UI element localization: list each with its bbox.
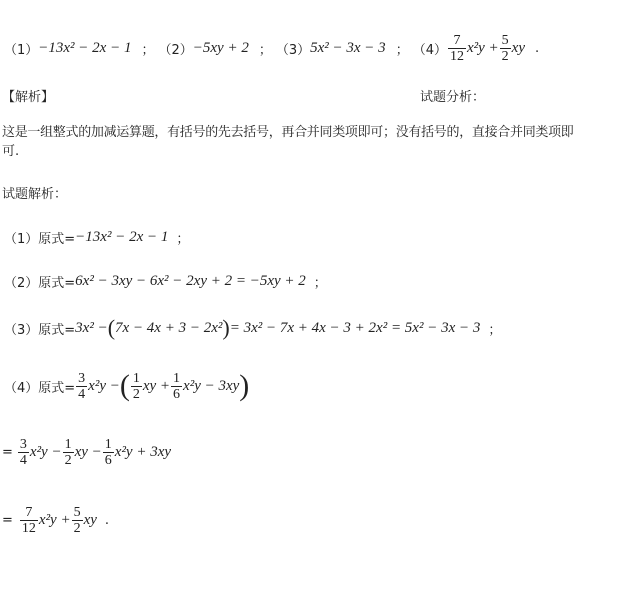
step-4-line-2 — [2, 432, 171, 472]
semicolon: ； — [176, 232, 190, 247]
step-2-expression: 6x² − 3xy − 6x² − 2xy + 2 = −5xy + 2 — [75, 273, 306, 289]
answer-1-expression: −13x² − 2x − 1 — [38, 39, 132, 56]
answer-3-label: （3） — [275, 42, 311, 58]
answer-4-term-1: x²y + — [466, 39, 499, 56]
fraction: $\frac{1}{6}$ — [104, 436, 112, 468]
step-4-term-3: x²y − 3xy — [183, 377, 240, 394]
period: . — [535, 40, 540, 56]
step-4-line-3-term-1: x²y + — [38, 511, 71, 528]
semicolon: ； — [313, 276, 327, 291]
separator: ； — [141, 42, 155, 58]
fraction: $\frac{5}{2}$ — [73, 504, 81, 536]
answer-4-term-2: xy — [511, 39, 525, 56]
answer-line — [4, 28, 539, 68]
step-4-line-2-term-2: xy − — [74, 443, 102, 460]
answer-3-expression: 5x² − 3x − 3 — [310, 39, 386, 56]
step-4-line-3-term-2: xy — [83, 511, 97, 528]
step-4-line-1 — [4, 366, 249, 406]
answer-2-expression: −5xy + 2 — [192, 39, 249, 56]
step-2-label: （2）原式= — [4, 276, 76, 291]
open-parenthesis: ( — [119, 369, 130, 402]
step-4-label: （4）原式= — [4, 380, 76, 396]
close-parenthesis: ) — [239, 369, 250, 402]
period: . — [104, 512, 110, 528]
step-4-term-1: x²y − — [88, 377, 120, 394]
fraction: $\frac{7}{12}$ — [21, 504, 36, 536]
fraction: $\frac{1}{6}$ — [173, 370, 181, 402]
analysis-text-line-2: 可. — [2, 144, 20, 159]
separator: ； — [395, 42, 409, 58]
step-4-line-3 — [2, 500, 109, 540]
step-3-expression-a: 3x² − — [75, 319, 108, 336]
semicolon: ； — [488, 322, 502, 338]
step-2 — [4, 272, 327, 291]
fraction: $\frac{1}{2}$ — [64, 436, 72, 468]
fraction: $\frac{7}{12}$ — [449, 32, 464, 64]
step-4-line-2-term-3: x²y + 3xy — [114, 443, 172, 460]
step-3-label: （3）原式= — [4, 322, 76, 338]
step-1-label: （1）原式= — [4, 232, 76, 247]
fraction: $\frac{3}{4}$ — [78, 370, 86, 402]
open-parenthesis: ( — [107, 315, 116, 340]
step-1-expression: −13x² − 2x − 1 — [75, 229, 169, 245]
analysis-subheading: 试题分析： — [420, 90, 486, 105]
answer-1-label: （1） — [4, 42, 39, 58]
solution-heading: 试题解析： — [2, 187, 68, 202]
step-1 — [4, 228, 189, 247]
step-3 — [4, 314, 501, 342]
close-parenthesis: ) — [222, 315, 230, 340]
step-3-parenthesized: 7x − 4x + 3 − 2x² — [115, 319, 223, 336]
step-4-line-2-term-1: x²y − — [29, 443, 62, 460]
step-3-expression-b: = 3x² − 7x + 4x − 3 + 2x² = 5x² − 3x − 3 — [229, 319, 481, 336]
analysis-heading: 【解析】 — [2, 90, 55, 105]
separator: ； — [258, 42, 272, 58]
analysis-text-line-1: 这是一组整式的加减运算题，有括号的先去括号，再合并同类项即可；没有括号的，直接合并同类项即 — [2, 125, 574, 140]
equals-sign: = — [2, 444, 13, 460]
fraction: $\frac{1}{2}$ — [132, 370, 140, 402]
answer-4-label: （4） — [412, 42, 447, 58]
equals-sign: = — [2, 512, 13, 528]
answer-2-label: （2） — [158, 42, 193, 58]
fraction: $\frac{3}{4}$ — [19, 436, 27, 468]
step-4-term-2: xy + — [142, 377, 171, 394]
fraction: $\frac{5}{2}$ — [501, 32, 509, 64]
